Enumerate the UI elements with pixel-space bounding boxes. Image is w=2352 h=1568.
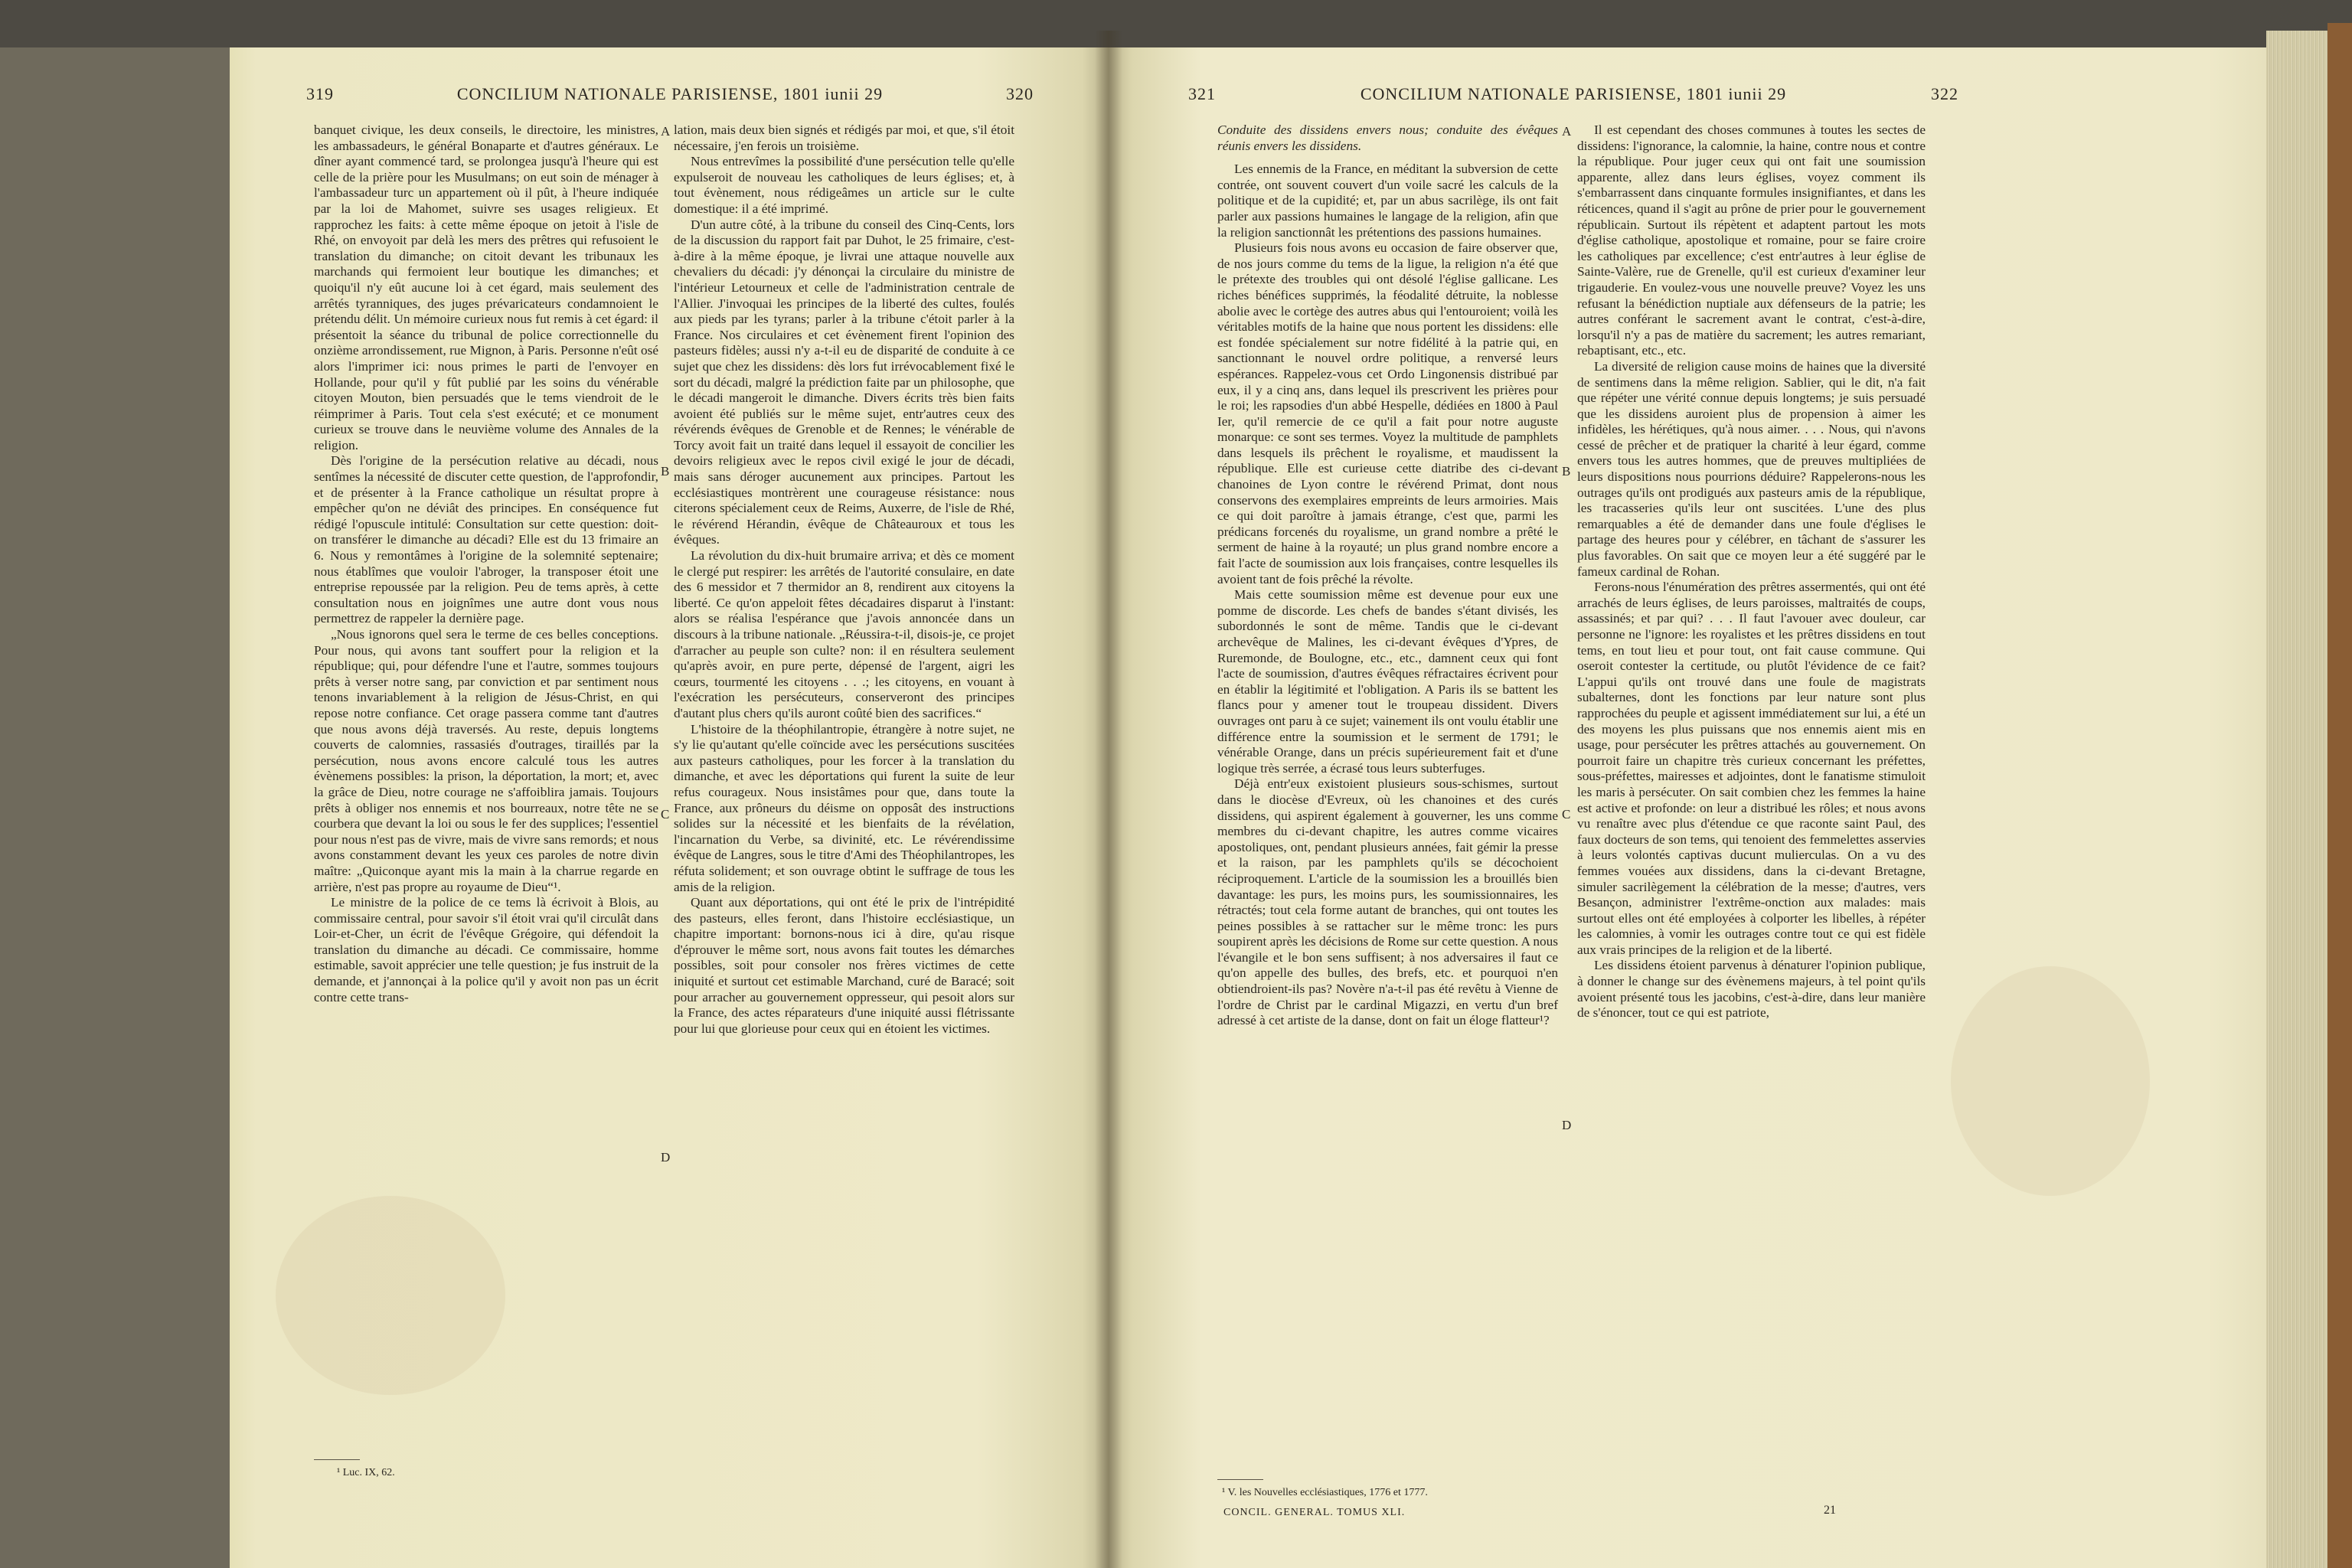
left-page-column-b <box>674 122 1014 1037</box>
paragraph: La révolution du dix-huit brumaire arriva; et dès ce moment le clergé put respirer: les arrêtés de l'autorité consulaire, en date des 6 messidor et 7 thermidor an 8, rendirent aux citoyens la liberté. Ce qu'on appeloit fêtes décadaires disparut à l'instant: alors se réalisa l'espérance que j'avois annoncée dans un discours à la tribune nationale. „Réussira-t-il, disois-je, ce projet d'arracher au peuple son culte? non: il en résultera seulement qu'après avoir, en pure perte, dépensé de l'argent, aigri les cœurs, tourmenté les citoyens . . .; les citoyens, en vouant à l'exécration les persécuteurs, conserveront des principes d'autant plus chers qu'ils auront coûté bien des sacrifices.“ <box>674 548 1014 720</box>
section-marker-b: B <box>1562 464 1571 479</box>
section-marker-a: A <box>1562 124 1572 139</box>
paragraph: Ferons-nous l'énumération des prêtres assermentés, qui ont été arrachés de leurs églises, de leurs paroisses, maltraités de coups, assassinés; et par qui? . . . Il faut l'avouer avec douleur, car personne ne l'ignore: les royalistes et les prêtres dissidens en tout tems, en tout lieu et pour tout, ont fait cause commune. Qui oseroit contester la certitude, ou plutôt l'évidence de ce fait? L'appui qu'ils ont trouvé dans une foule de magistrats subalternes, dont les fonctions par leur nature sont plus rapprochées du peuple et agissent immédiatement sur lui, a été un des moyens les plus puissans que nos ennemis aient mis en usage, pour persécuter les prêtres attachés au gouvernement. On pourroit faire un chapitre très curieux concernant les préfettes, sous-préfettes, mairesses et adjointes, dont le fanatisme stimuloit les maris à persécuter. On sait combien chez les femmes la haine est active et profonde: on leur a distribué les rôles; et nous avons vu renaître avec plus d'étendue ce que raconte saint Paul, des faux docteurs de son tems, qui tenoient des femmelettes asservies à leurs volontés captivas ducunt mulierculas. On a vu des femmes vouées aux dissidens, dans la ci-devant Bretagne, simuler sacrilègement la célébration de la messe; d'autres, vers Besançon, administrer l'extrême-onction aux malades: mais surtout elles ont été employées à colporter les libelles, à répéter les calomnies, à vomir les outrages contre tout ce qui est fidèle aux vrais principes de la religion et de la liberté. <box>1577 580 1926 957</box>
running-title: CONCILIUM NATIONALE PARISIENSE, 1801 iunii 29 <box>1360 84 1787 103</box>
left-running-head <box>306 84 1034 107</box>
signature-mark: CONCIL. GENERAL. TOMUS XLI. <box>1223 1507 1406 1518</box>
right-running-head <box>1188 84 1958 107</box>
page-number: 320 <box>1006 84 1034 103</box>
paper-stain <box>276 1196 505 1395</box>
footnote: ¹ V. les Nouvelles ecclésiastiques, 1776 et 1777. <box>1222 1487 1428 1498</box>
paragraph: Quant aux déportations, qui ont été le prix de l'intrépidité des pasteurs, elles feront, dans l'histoire ecclésiastique, un chapitre important: bornons-nous ici à dire, qu'au risque d'éprouver le même sort, nous avons fait toutes les démarches possibles, soit pour consoler nos frères victimes de cette iniquité et surtout cet estimable Marchand, curé de Baracé; soit pour arracher au gouvernement oppresseur, qui pesoit alors sur la France, des actes réparateurs d'une iniquité aussi flétrissante pour lui que glorieuse pour ceux qui en étoient les victimes. <box>674 895 1014 1036</box>
section-heading: Conduite des dissidens envers nous; conduite des évêques réunis envers les dissidens. <box>1217 122 1558 153</box>
section-marker-c: C <box>661 807 670 822</box>
paragraph: Nous entrevîmes la possibilité d'une persécution telle qu'elle expulseroit de nouveau les catholiques de leurs églises; et, à tout évènement, nous rédigeâmes un article sur le culte domestique: il a été imprimé. <box>674 154 1014 216</box>
section-marker-d: D <box>1562 1118 1572 1132</box>
paragraph: Déjà entr'eux existoient plusieurs sous-schismes, surtout dans le diocèse d'Evreux, où les chanoines et des curés dissidens, qui aspirent également à gouverner, les uns comme membres du ci-devant chapitre, les autres comme vicaires apostoliques, ont, pendant plusieurs années, fait gémir la presse et la raison, par les pamphlets qu'ils se décochoient réciproquement. L'article de la soumission les a brouillés bien davantage: les purs, les moins purs, les soumissionnaires, les rétractés; tout cela forme autant de branches, qui ont toutes les peines possibles à se rattacher sur le même tronc: les purs soupirent après les décisions de Rome sur cette question. A nous l'évangile et le bon sens suffisent; à nos adversaires il faut ce qu'on appelle des bulles, des brefs, etc. et pourquoi n'en obtiendroient-ils pas? Novère n'a-t-il pas été revêtu à Vienne de l'ordre de Christ par le cardinal Migazzi, en vertu d'un bref adressé à cet artiste de la danse, dont on fait un éloge flatteur¹? <box>1217 776 1558 1028</box>
sheet-number: 21 <box>1824 1504 1836 1517</box>
paragraph: banquet civique, les deux conseils, le directoire, les ministres, les ambassadeurs, le général Bonaparte et d'autres généraux. Le dîner ayant commencé tard, se prolongea jusqu'à l'heure qui est celle de la prière pour les Musulmans; on eut soin de ménager à l'ambassadeur turc un appartement où il pût, à l'heure indiquée par la loi de Mahomet, suivre ses usages religieux. Et rapprochez les faits: à cette même époque on jetoit à l'isle de Rhé, on envoyoit par delà les mers des prêtres qui refusoient le translation du dimanche; on citoit devant les tribunaux les marchands qui fermoient leur boutique les dimanches; et quoiqu'il n'y eût aucune loi à cet égard, mais seulement des arrêtés tyranniques, des juges prévaricateurs condamnoient le prétendu délit. Un mémoire curieux nous fut remis à cet égard: il présentoit la séance du tribunal de police correctionnelle du onzième arrondissement, rue Mignon, à Paris. Personne n'eût osé alors l'imprimer ici: nous primes le parti de l'envoyer en Hollande, pour qu'il y fût publié par les soins du vénérable citoyen Mouton, bien persuadés que le tems viendroit de le réimprimer à Paris. Tout cela s'est exécuté; et ce monument curieux se trouve dans le neuvième volume des Annales de la religion. <box>314 122 658 452</box>
paragraph: L'histoire de la théophilantropie, étrangère à notre sujet, ne s'y lie qu'autant qu'elle coïncide avec les persécutions suscitées aux pasteurs catholiques, pour les forcer à la translation du dimanche, et avec les déportations qui furent la suite de leur refus courageux. Nous insistâmes pour que, dans toute la France, aux prôneurs du déisme on opposât des instructions solides sur la nécessité et les bienfaits de la révélation, l'incarnation du Verbe, sa divinité, etc. Le révérendissime évêque de Langres, sous le titre d'Ami des Théophilantropes, les réfuta solidement; et son ouvrage obtint le suffrage de tous les amis de la religion. <box>674 721 1014 894</box>
paragraph: La diversité de religion cause moins de haines que la diversité de sentimens dans la même religion. Sablier, qui le dit, n'a fait que répéter une vérité connue depuis longtems; je suis persuadé que les dissidens auroient plus de propension à aimer les infidèles, les hérétiques, qu'à nous aimer. . . . Nous, qui n'avons cessé de prêcher et de pratiquer la charité à leur égard, comme envers tous les autres hommes, que de preuves multipliées de leurs dispositions nous pourrions déduire? Rappelerons-nous les outrages qu'ils ont prodigués aux pasteurs amis de la république, les tracasseries qu'ils leur ont suscitées. L'une des plus remarquables a été de demander dans une foule d'églises le partage des heures pour y célébrer, en tâchant de s'assurer les plus favorables. On sait que ce moyen leur a été suggéré par le fameux cardinal de Rohan. <box>1577 358 1926 579</box>
page-number: 319 <box>306 84 334 103</box>
section-marker-a: A <box>661 124 671 139</box>
page-number: 321 <box>1188 84 1216 103</box>
running-title: CONCILIUM NATIONALE PARISIENSE, 1801 iunii 29 <box>456 84 884 103</box>
book-cover-edge <box>2328 23 2352 1568</box>
section-marker-b: B <box>661 464 670 479</box>
paragraph: Le ministre de la police de ce tems là écrivoit à Blois, au commissaire central, pour savoir s'il étoit vrai qu'il circulât dans Loir-et-Cher, un écrit de l'évêque Grégoire, qui défendoit la translation du dimanche au décadi. Ce commissaire, homme estimable, savoit apprécier une telle question; je fus instruit de la demande, et j'annonçai à la police qu'il y avoit non pas un écrit contre cette trans- <box>314 895 658 1004</box>
paragraph: Les ennemis de la France, en méditant la subversion de cette contrée, ont souvent couvert d'un voile sacré les calculs de la politique et de la cupidité; et, par un abus sacrilège, ils ont fait parler aux passions humaines le langage de la religion, afin que la religion sanctionnât les prétentions des passions humaines. <box>1217 162 1558 240</box>
paragraph: Les dissidens étoient parvenus à dénaturer l'opinion publique, à donner le change sur des évènemens majeurs, à tel point qu'ils avoient présenté tous les jacobins, c'est-à-dire, dans leur manière de s'énoncer, tout ce qui est patriote, <box>1577 958 1926 1021</box>
right-page-column-b <box>1577 122 1926 1021</box>
left-page-column-a <box>314 122 658 1005</box>
paragraph: „Nous ignorons quel sera le terme de ces belles conceptions. Pour nous, qui avons tant souffert pour la religion et la république; qui, pour défendre l'une et l'autre, sommes toujours prêts à verser notre sang, par conviction et par sentiment nous tenons invariablement à la religion de Jésus-Christ, en qui repose notre confiance. Cet orage passera comme tant d'autres que nous avons déjà traversés. Au reste, depuis longtems couverts de calomnies, rassasiés d'outrages, tiraillés par la persécution, nous avons encore calculé tous les autres évènemens possibles: la prison, la déportation, la mort; et, avec la grâce de Dieu, notre courage ne s'affoiblira jamais. Toujours prêts à obliger nos ennemis et nos bourreaux, notre tête ne se courbera que devant la loi ou sous le fer des supplices; l'essentiel pour nous n'est pas de vivre, mais de vivre sans remords; et nous avons constamment devant les yeux ces paroles de notre divin maître: „Quiconque ayant mis la main à la charrue regarde en arrière, n'est pas propre au royaume de Dieu“¹. <box>314 627 658 894</box>
paragraph: D'un autre côté, à la tribune du conseil des Cinq-Cents, lors de la discussion du rapport fait par Duhot, le 25 frimaire, c'est-à-dire à la même époque, je livrai une attaque nouvelle aux chevaliers du décadi: j'y dénonçai la circulaire du ministre de l'intérieur Letourneux et celle de l'administration centrale de l'Allier. J'invoquai les principes de la liberté des cultes, foulés aux pieds par les tyrans; parler à la tribune c'étoit parler à la France. Nos circulaires et cet évènement firent l'opinion des pasteurs fidèles; aussi n'y a-t-il eu de disparité de conduite à ce sujet que chez les dissidens: dès lors fut irrévocablement fixé le sort du décadi, malgré la prédiction faite par un philosophe, que le décadi mangeroit le dimanche. Divers écrits très bien faits avoient été publiés sur le même sujet, entr'autres ceux des révérends évêques de Grenoble et de Rennes; le vénérable de Torcy avoit fait un traité dans lequel il essayoit de concilier les devoirs religieux avec le repos civil exigé le jour de décadi, mais sans déroger aucunement aux principes. Partout les ecclésiastiques montrèrent une courageuse résistance: nous citerons spécialement ceux de Reims, Auxerre, de l'isle de Rhé, le révérend Hérandin, évêque de Châteauroux et tous les évêques. <box>674 217 1014 547</box>
background-shadow <box>0 0 2352 47</box>
footnote-rule <box>314 1459 360 1460</box>
paragraph: Plusieurs fois nous avons eu occasion de faire observer que, de nos jours comme du tems de la ligue, la religion n'a été que le prétexte des troubles qui ont désolé l'église gallicane. Les riches bénéfices supprimés, la féodalité détruite, la noblesse abolie avec le cortège des autres abus qui l'entouroient; voilà les véritables motifs de la haine que nous portent les dissidens: elle est fondée spécialement sur notre fidélité à la patrie qui, en sanctionnant le nouvel ordre politique, a renversé leurs espérances. Rappelez-vous cet Ordo Lingonensis distribué par eux, il y a cinq ans, dans lequel ils prescrivent les prières pour le roi; les rapsodies d'un abbé Hespelle, dédiées en 1800 à Paul Ier, qu'il remercie de ce qu'il a fait pour notre auguste monarque: ce sont ses termes. Voyez la multitude de pamphlets dans lesquels ils prêchent le royalisme, et maudissent la république. Elle est curieuse cette diatribe des ci-devant chanoines de Lyon contre le révérend Primat, dont nous conservons des exemplaires empreints de leurs armoiries. Mais ce qui doit paroître à jamais étrange, c'est que, parmi les prédicans forcenés du royalisme, un grand nombre a prêté le serment de haine à la royauté; un plus grand nombre encore a fait l'acte de soumission aux lois françaises, contre lesquelles ils avoient tant de fois prêché la révolte. <box>1217 240 1558 586</box>
section-marker-d: D <box>661 1150 671 1165</box>
footnote-rule <box>1217 1479 1263 1480</box>
section-marker-c: C <box>1562 807 1571 822</box>
paragraph: lation, mais deux bien signés et rédigés par moi, et que, s'il étoit nécessaire, j'en ferois un troisième. <box>674 122 1014 153</box>
page-number: 322 <box>1931 84 1958 103</box>
paragraph: Mais cette soumission même est devenue pour eux une pomme de discorde. Les chefs de bandes s'étant divisés, les subordonnés le sont de même. Tandis que le ci-devant archevêque de Malines, les ci-devant évêques d'Ypres, de Ruremonde, de Boulogne, etc., etc., damnent ceux qui font l'acte de soumission, d'autres évêques réfractaires écrivent pour en établir la légitimité et l'obligation. A Paris ils se battent les flancs pour y amener tout le troupeau dissident. Divers ouvrages ont paru à ce sujet; vainement ils ont voulu établir une différence entre la soumission et le serment de 1791; le vénérable Orange, dans un précis supérieurement fait et d'une logique très serrée, a écrasé tous leurs subterfuges. <box>1217 587 1558 776</box>
right-page-column-a <box>1217 122 1558 1029</box>
paper-stain <box>1951 966 2150 1196</box>
paragraph: Il est cependant des choses communes à toutes les sectes de dissidens: l'ignorance, la calomnie, la haine, contre nous et contre la république. Pour juger ceux qui ont fait une soumission apparente, allez dans leurs églises, voyez comment ils s'embarrassent dans cinquante formules insignifiantes, et dans les réticences, quand il s'agit au prône de prier pour le gouvernement républicain. Surtout ils répètent et adaptent partout les mots d'église catholique, apostolique et romaine, pour se faire croire les catholiques par excellence; c'est entr'autres à leur église de Sainte-Valère, rue de Grenelle, qu'il est curieux d'examiner leur trigauderie. En voulez-vous une nouvelle preuve? Voyez les uns refusant la bénédiction nuptiale aux défenseurs de la patrie; les autres conférant le sacrement avant le contrat, c'est-à-dire, lorsqu'il n'y a pas de matière du sacrement; les autres remariant, rebaptisant, etc., etc. <box>1577 122 1926 358</box>
paragraph: Dès l'origine de la persécution relative au décadi, nous sentîmes la nécessité de discuter cette question, de l'approfondir, et de présenter à la France catholique un résultat propre à empêcher qu'on ne déviât des principes. En conséquence fut rédigé l'opuscule intitulé: Consultation sur cette question: doit-on transférer le dimanche au décadi? Elle est du 13 frimaire an 6. Nous y remontâmes à l'origine de la solemnité septenaire; nous établîmes que vouloir l'abroger, la transposer étoit une entreprise repoussée par la religion. Peu de tems après, à cette consultation nous en joignîmes une autre dont vous nous permettrez de rappeler la dernière page. <box>314 453 658 626</box>
footnote: ¹ Luc. IX, 62. <box>337 1467 395 1478</box>
book-gutter <box>1095 31 1122 1568</box>
